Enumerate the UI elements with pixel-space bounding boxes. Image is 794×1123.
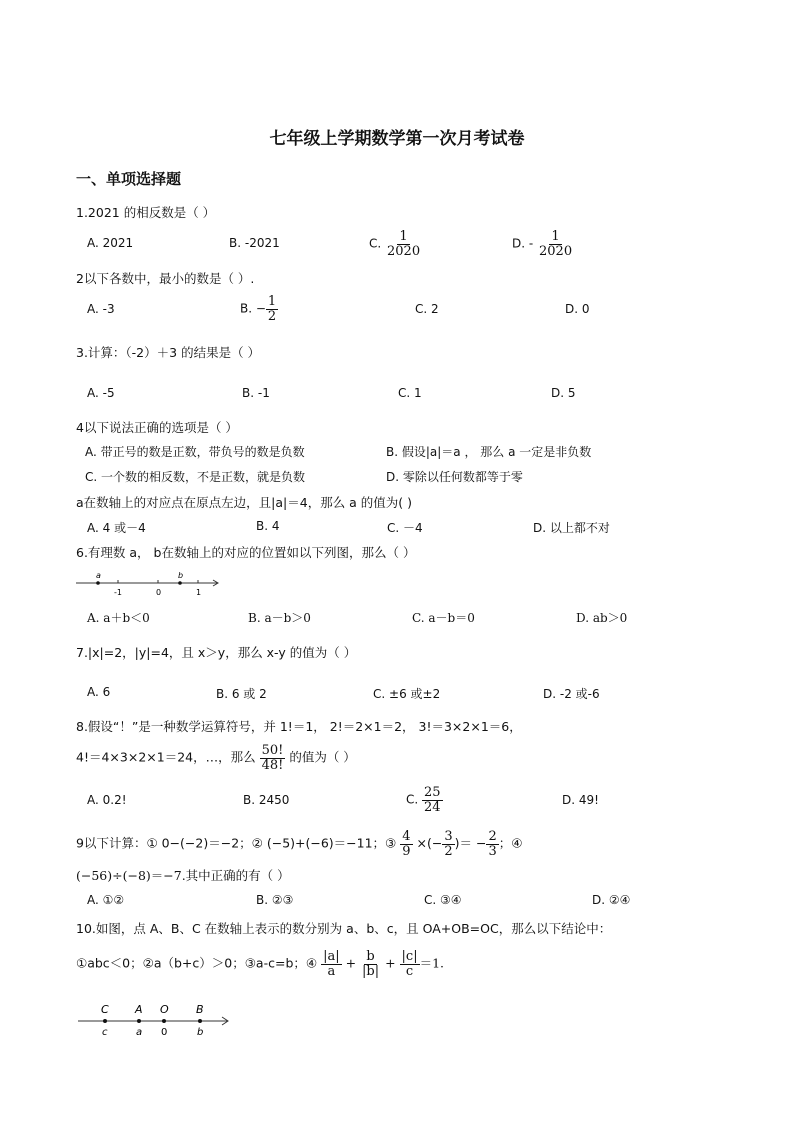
question-5: a在数轴上的对应点在原点左边，且|a|＝4，那么 a 的值为( )	[76, 495, 413, 510]
fraction: $\frac{50!}{48!}$	[261, 743, 284, 773]
fraction: $\frac{25}{24}$	[424, 785, 441, 815]
question-8-line-1: 8.假设“！”是一种数学运算符号，并 1!＝1， 2!＝2×1＝2， 3!＝3×2×1＝6，	[76, 719, 522, 734]
page-title: 七年级上学期数学第一次月考试卷	[269, 129, 525, 149]
q8-option-d: D. 49!	[562, 793, 599, 807]
q1-option-b: B. -2021	[229, 236, 280, 250]
label-one: 1	[196, 588, 202, 597]
label-zero: 0	[156, 588, 162, 597]
label-c: c	[102, 1027, 108, 1038]
point-c	[103, 1019, 107, 1023]
fraction: $\frac{1}{2020}$	[387, 229, 421, 259]
q9-option-a: A. ①②	[87, 893, 125, 907]
q3-option-b: B. -1	[242, 386, 270, 400]
fraction: $\frac{3}{2}$	[444, 829, 453, 859]
fraction: $\frac{|a|}{a}$	[323, 949, 340, 979]
question-6: 6.有理数 a， b在数轴上的对应的位置如以下列图，那么（ ）	[76, 545, 416, 560]
fraction: $\frac{1}{2020}$	[539, 229, 573, 259]
q9-option-c: C. ③④	[424, 893, 462, 907]
label-a: a	[136, 1027, 143, 1038]
fraction: $\frac{b}{|b|}$	[362, 949, 380, 979]
question-9-line-2: (−56)÷(−8)＝−7.其中正确的有（ ）	[76, 868, 290, 883]
number-line-q6	[76, 568, 226, 600]
label-b: b	[178, 571, 184, 580]
q3-option-a: A. -5	[87, 386, 115, 400]
q5-option-a: A. 4 或－4	[87, 521, 146, 535]
question-10-conclusions: ①abc＜0；②a（b+c）＞0；③a-c=b；④ $\frac{|a|}{a}$ + $\frac{b}{|b|}$ + $\frac{|c|}{c}$ ＝1.	[76, 949, 445, 979]
q1-option-d: D. - $\frac{1}{2020}$	[512, 229, 573, 259]
label-O: O	[160, 1003, 169, 1016]
q7-option-c: C. ±6 或±2	[373, 687, 441, 701]
number-line-q10	[78, 1000, 234, 1040]
question-2: 2以下各数中，最小的数是（ ）.	[76, 271, 255, 286]
question-4: 4以下说法正确的选项是（ ）	[76, 420, 238, 435]
q6-option-d: D. ab＞0	[576, 611, 628, 625]
q4-option-d: D. 零除以任何数都等于零	[386, 470, 523, 484]
label-a: a	[96, 571, 101, 580]
point-a	[96, 581, 100, 585]
q4-option-c: C. 一个数的相反数，不是正数，就是负数	[85, 470, 306, 484]
fraction: $\frac{1}{2}$	[267, 294, 277, 324]
q8-option-b: B. 2450	[243, 793, 290, 807]
q2-option-c: C. 2	[415, 302, 439, 316]
question-10: 10.如图，点 A、B、C 在数轴上表示的数分别为 a、b、c，且 OA+OB=OC，那么以下结论中：	[76, 921, 612, 936]
label-B: B	[196, 1003, 204, 1016]
label-b: b	[197, 1027, 204, 1038]
q2-option-b: B. − $\frac{1}{2}$	[240, 294, 277, 324]
q9-option-b: B. ②③	[256, 893, 294, 907]
q5-option-b: B. 4	[256, 519, 280, 533]
label-zero: 0	[161, 1027, 168, 1038]
q2-option-d: D. 0	[565, 302, 590, 316]
q6-option-c: C. a－b＝0	[412, 611, 475, 625]
question-7: 7.|x|=2，|y|=4，且 x＞y，那么 x-y 的值为（ ）	[76, 645, 357, 660]
q7-option-b: B. 6 或 2	[216, 687, 267, 701]
question-9-line-1: 9以下计算：① 0−(−2)＝−2；② (−5)+(−6)＝−11；③ $\frac{4}{9}$ ×(− $\frac{3}{2}$ )＝ − $\frac{2}{3}$ ；④	[76, 829, 523, 859]
question-8-line-2: 4!＝4×3×2×1＝24，…，那么 $\frac{50!}{48!}$ 的值为（ ）	[76, 743, 356, 773]
q1-option-a: A. 2021	[87, 236, 134, 250]
q6-option-a: A. a＋b＜0	[87, 611, 150, 625]
q3-option-c: C. 1	[398, 386, 422, 400]
point-o	[162, 1019, 166, 1023]
q9-option-d: D. ②④	[592, 893, 631, 907]
fraction: $\frac{|c|}{c}$	[401, 949, 418, 979]
question-3: 3.计算：（-2）＋3 的结果是（ ）	[76, 345, 261, 360]
point-b	[178, 581, 182, 585]
q6-option-b: B. a－b＞0	[248, 611, 311, 625]
q4-option-b: B. 假设|a|＝a ， 那么 a 一定是非负数	[386, 445, 592, 459]
section-heading: 一、单项选择题	[76, 170, 182, 188]
fraction: $\frac{4}{9}$	[402, 829, 411, 859]
question-1: 1.2021 的相反数是（ ）	[76, 205, 216, 220]
q7-option-d: D. -2 或-6	[543, 687, 600, 701]
q1-option-c: C. $\frac{1}{2020}$	[369, 229, 421, 259]
label-A: A	[135, 1003, 143, 1016]
label-C: C	[101, 1003, 109, 1016]
q7-option-a: A. 6	[87, 685, 111, 699]
q2-option-a: A. -3	[87, 302, 115, 316]
q3-option-d: D. 5	[551, 386, 576, 400]
point-b	[198, 1019, 202, 1023]
q4-option-a: A. 带正号的数是正数，带负号的数是负数	[85, 445, 305, 459]
point-a	[137, 1019, 141, 1023]
q8-option-c: C. $\frac{25}{24}$	[406, 785, 441, 815]
q8-option-a: A. 0.2!	[87, 793, 127, 807]
q5-option-c: C. －4	[387, 521, 423, 535]
q5-option-d: D. 以上都不对	[533, 521, 610, 535]
fraction: $\frac{2}{3}$	[488, 829, 497, 859]
label-minus-1: -1	[114, 588, 122, 597]
